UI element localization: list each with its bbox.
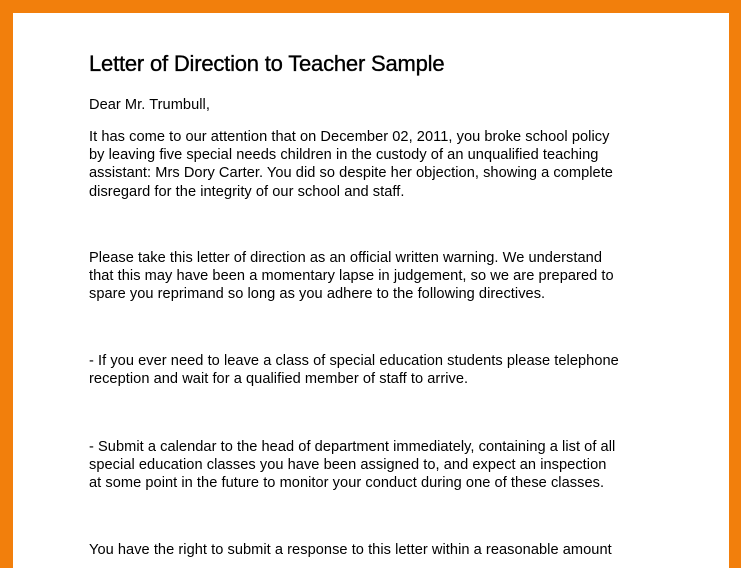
text-line: assistant: Mrs Dory Carter. You did so despite her objection, showing a complete [89, 165, 613, 182]
paragraph-policy-breach [89, 128, 729, 201]
text-line: special education classes you have been assigned to, and expect an inspection [89, 457, 607, 474]
text-line: - If you ever need to leave a class of special education students please telephone [89, 353, 619, 369]
text-line: by leaving five special needs children in the custody of an unqualified teaching [89, 147, 599, 164]
text-line: - Submit a calendar to the head of department immediately, containing a list of all [89, 439, 616, 455]
text-line: at some point in the future to monitor your conduct during one of these classes. [89, 475, 605, 492]
text-line: that this may have been a momentary lapse in judgement, so we are prepared to [89, 268, 614, 285]
text-line: reception and wait for a qualified member of staff to arrive. [89, 371, 469, 388]
text-line: spare you reprimand so long as you adhere to the following directives. [89, 286, 546, 303]
letter-title: Letter of Direction to Teacher Sample [89, 51, 445, 76]
text-line: disregard for the integrity of our school and staff. [89, 183, 405, 200]
directive-telephone-reception [89, 352, 729, 388]
directive-submit-calendar [89, 438, 729, 493]
text-line: You have the right to submit a response to this letter within a reasonable amount [89, 542, 612, 558]
salutation: Dear Mr. Trumbull, [89, 97, 210, 113]
text-line: Please take this letter of direction as an official written warning. We understand [89, 250, 602, 266]
paragraph-right-to-respond [89, 541, 729, 559]
text-line: It has come to our attention that on December 02, 2011, you broke school policy [89, 129, 610, 145]
paragraph-official-warning [89, 249, 729, 304]
